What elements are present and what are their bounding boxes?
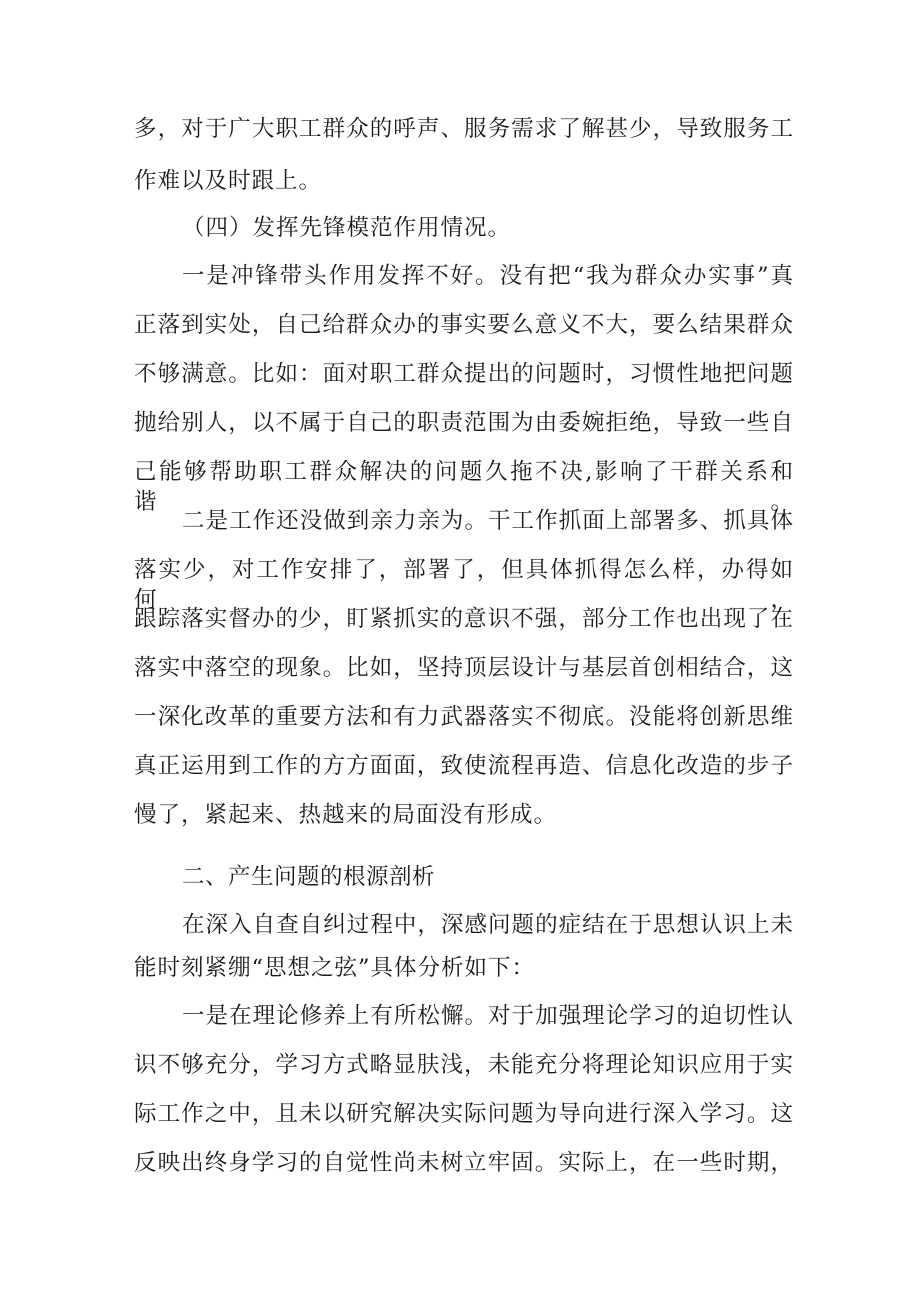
paragraph-line: 真正运用到工作的方方面面，致使流程再造、信息化改造的步子 <box>134 753 794 779</box>
paragraph-line: 落实中落空的现象。比如，坚持顶层设计与基层首创相结合，这 <box>134 655 794 681</box>
paragraph-line: 抛给别人，以不属于自己的职责范围为由委婉拒绝，导致一些自 <box>134 410 794 436</box>
paragraph-line: 识不够充分，学习方式略显肤浅，未能充分将理论知识应用于实 <box>134 1052 794 1078</box>
paragraph-line: 能时刻紧绷“思想之弦”具体分析如下： <box>134 955 536 981</box>
paragraph-line: 多，对于广大职工群众的呼声、服务需求了解甚少，导致服务工 <box>134 116 794 142</box>
paragraph-line: 作难以及时跟上。 <box>134 168 323 194</box>
paragraph-line: 慢了，紧起来、热越来的局面没有形成。 <box>134 802 558 828</box>
section-heading: 二、产生问题的根源剖析 <box>182 864 436 890</box>
paragraph-line: 一是冲锋带头作用发挥不好。没有把“我为群众办实事”真 <box>182 263 794 289</box>
paragraph-line: 落实少，对工作安排了，部署了，但具体抓得怎么样，办得如何， <box>134 557 794 613</box>
paragraph-line: 不够满意。比如：面对职工群众提出的问题时，习惯性地把问题 <box>134 361 794 387</box>
paragraph-line: 己能够帮助职工群众解决的问题久拖不决,影响了干群关系和谐。 <box>134 459 794 515</box>
paragraph-line: 一深化改革的重要方法和有力武器落实不彻底。没能将创新思维 <box>134 704 794 730</box>
paragraph-line: 二是工作还没做到亲力亲为。干工作抓面上部署多、抓具体 <box>182 508 794 534</box>
paragraph-line: 际工作之中，且未以研究解决实际问题为导向进行深入学习。这 <box>134 1101 794 1127</box>
paragraph-line: 反映出终身学习的自觉性尚未树立牢固。实际上，在一些时期， <box>134 1150 794 1176</box>
sub-heading: （四）发挥先锋模范作用情况。 <box>182 215 512 241</box>
paragraph-line: 跟踪落实督办的少，盯紧抓实的意识不强，部分工作也出现了在 <box>134 606 794 632</box>
paragraph-line: 一是在理论修养上有所松懈。对于加强理论学习的迫切性认 <box>182 1003 794 1029</box>
paragraph-line: 在深入自查自纠过程中，深感问题的症结在于思想认识上未 <box>182 912 794 938</box>
paragraph-line: 正落到实处，自己给群众办的事实要么意义不大，要么结果群众 <box>134 312 794 338</box>
